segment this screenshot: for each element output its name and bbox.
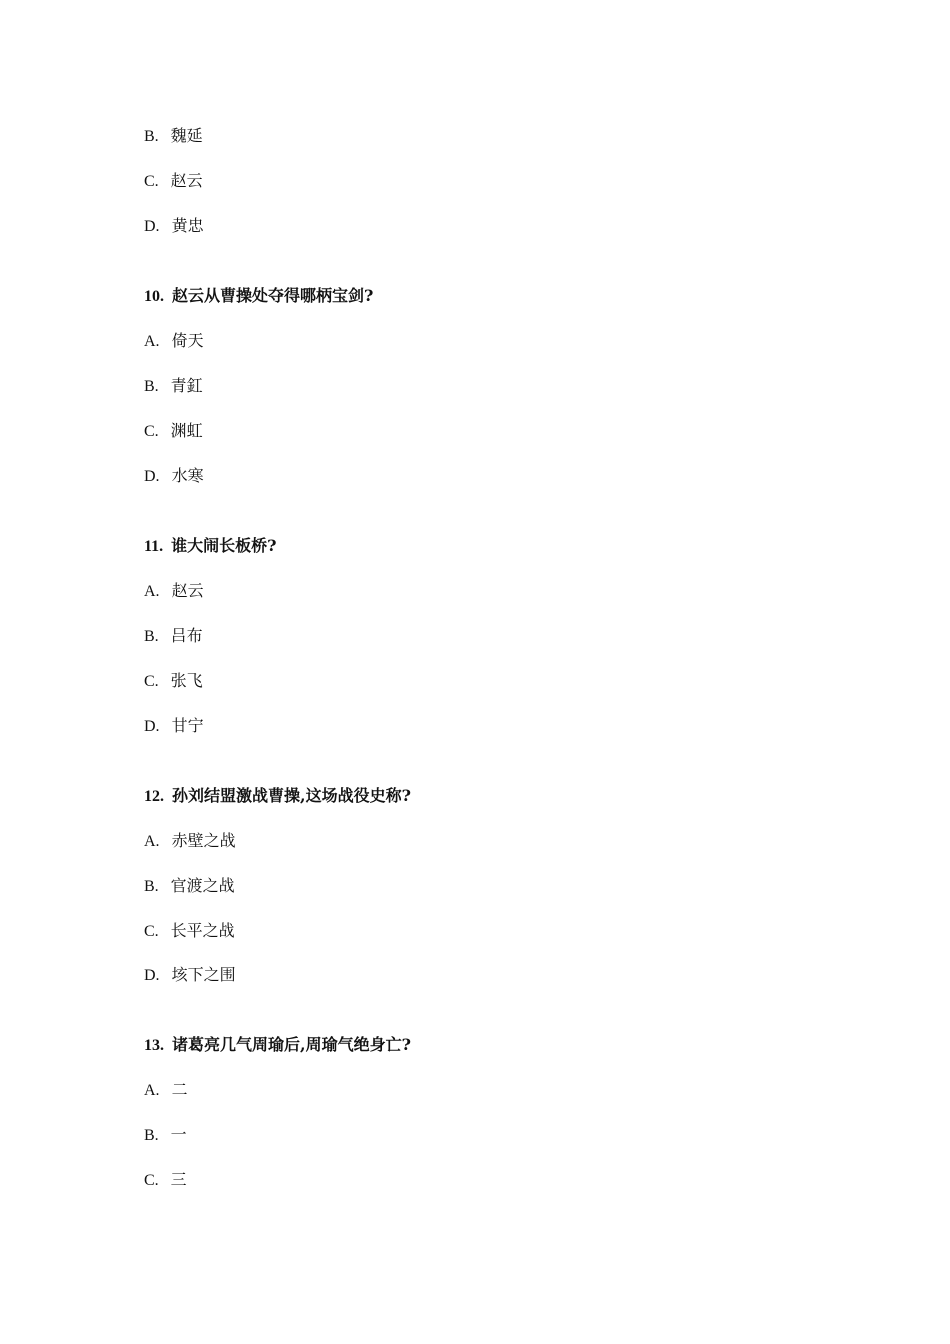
option-d bbox=[144, 216, 204, 237]
option-letter: D. bbox=[144, 218, 160, 235]
question-text: 谁大闹长板桥? bbox=[171, 536, 277, 555]
option-text: 渊虹 bbox=[170, 421, 203, 440]
option-a bbox=[144, 1080, 188, 1101]
option-d bbox=[144, 965, 236, 986]
option-c bbox=[144, 171, 203, 192]
option-text: 青釭 bbox=[170, 376, 203, 395]
option-a bbox=[144, 581, 204, 602]
option-letter: B. bbox=[144, 1127, 159, 1144]
option-letter: C. bbox=[144, 423, 159, 440]
question-text: 孙刘结盟激战曹操,这场战役史称? bbox=[172, 786, 411, 805]
option-text: 赵云 bbox=[171, 581, 204, 600]
option-text: 赤壁之战 bbox=[171, 831, 236, 850]
question-10 bbox=[144, 286, 373, 307]
option-text: 官渡之战 bbox=[170, 876, 235, 895]
question-number: 10. bbox=[144, 288, 164, 305]
option-text: 甘宁 bbox=[171, 716, 204, 735]
option-text: 三 bbox=[170, 1170, 187, 1189]
option-letter: B. bbox=[144, 378, 159, 395]
option-c bbox=[144, 421, 203, 442]
option-letter: B. bbox=[144, 628, 159, 645]
option-letter: A. bbox=[144, 833, 160, 850]
option-b bbox=[144, 1125, 187, 1146]
option-d bbox=[144, 466, 204, 487]
option-text: 一 bbox=[170, 1125, 187, 1144]
option-text: 倚天 bbox=[171, 331, 204, 350]
option-text: 垓下之围 bbox=[171, 965, 236, 984]
option-letter: C. bbox=[144, 923, 159, 940]
question-text: 诸葛亮几气周瑜后,周瑜气绝身亡? bbox=[172, 1035, 411, 1054]
option-b bbox=[144, 876, 235, 897]
question-text: 赵云从曹操处夺得哪柄宝剑? bbox=[172, 286, 374, 305]
option-b bbox=[144, 126, 203, 147]
question-number: 13. bbox=[144, 1037, 164, 1054]
option-text: 二 bbox=[171, 1080, 188, 1099]
option-letter: A. bbox=[144, 1082, 160, 1099]
option-b bbox=[144, 376, 203, 397]
option-letter: A. bbox=[144, 583, 160, 600]
question-12 bbox=[144, 786, 411, 807]
option-letter: C. bbox=[144, 173, 159, 190]
option-c bbox=[144, 671, 203, 692]
option-letter: B. bbox=[144, 878, 159, 895]
option-letter: A. bbox=[144, 333, 160, 350]
question-number: 11. bbox=[144, 538, 164, 555]
option-text: 长平之战 bbox=[170, 921, 235, 940]
option-c bbox=[144, 921, 235, 942]
question-13 bbox=[144, 1035, 411, 1056]
option-letter: D. bbox=[144, 468, 160, 485]
option-text: 黄忠 bbox=[171, 216, 204, 235]
option-letter: C. bbox=[144, 1172, 159, 1189]
option-b bbox=[144, 626, 203, 647]
option-letter: D. bbox=[144, 718, 160, 735]
option-d bbox=[144, 716, 204, 737]
option-letter: C. bbox=[144, 673, 159, 690]
option-text: 水寒 bbox=[171, 466, 204, 485]
option-text: 赵云 bbox=[170, 171, 203, 190]
option-c bbox=[144, 1170, 187, 1191]
option-text: 吕布 bbox=[170, 626, 203, 645]
option-a bbox=[144, 331, 204, 352]
option-letter: B. bbox=[144, 128, 159, 145]
option-text: 魏延 bbox=[170, 126, 203, 145]
question-number: 12. bbox=[144, 788, 164, 805]
option-letter: D. bbox=[144, 967, 160, 984]
question-11 bbox=[144, 536, 277, 557]
option-a bbox=[144, 831, 236, 852]
option-text: 张飞 bbox=[170, 671, 203, 690]
